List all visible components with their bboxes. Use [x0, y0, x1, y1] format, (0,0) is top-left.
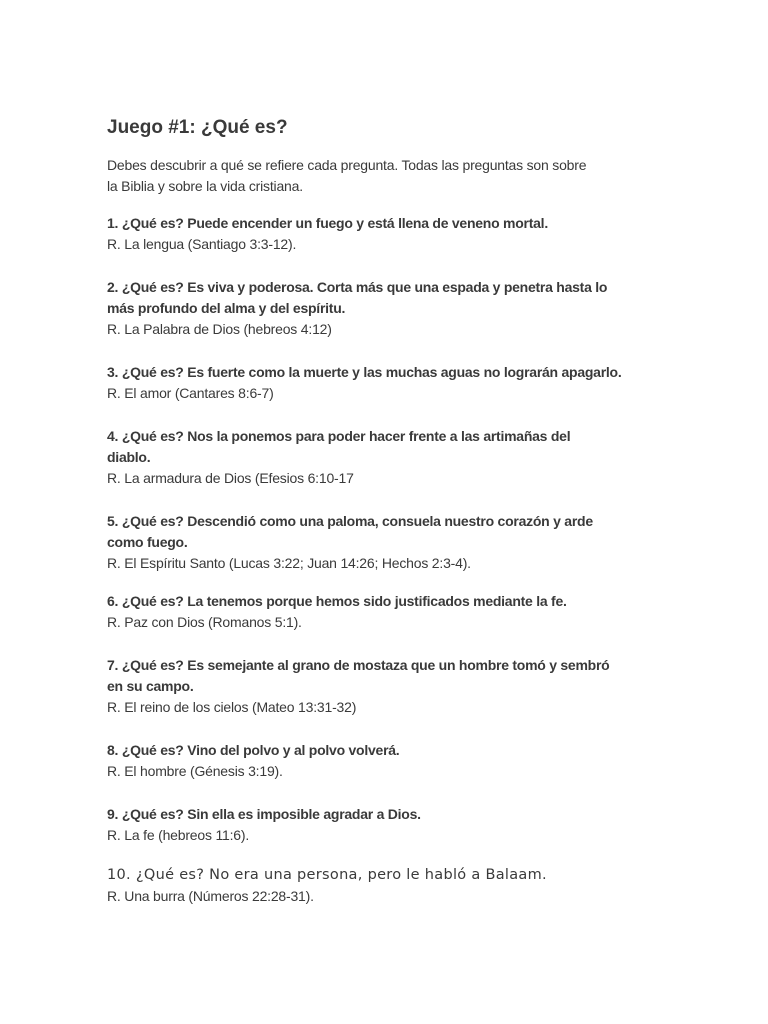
intro-line: Debes descubrir a qué se refiere cada pregunta. Todas las preguntas son sobre: [107, 157, 587, 173]
question-item-7: [107, 655, 687, 718]
question-line: 6. ¿Qué es? La tenemos porque hemos sido justificados mediante la fe.: [107, 593, 567, 609]
answer-line: R. El hombre (Génesis 3:19).: [107, 763, 283, 779]
question-line: 8. ¿Qué es? Vino del polvo y al polvo volverá.: [107, 742, 400, 758]
question-item-4: [107, 426, 687, 489]
question-item-9: [107, 804, 687, 846]
question-item-8: [107, 740, 687, 782]
page-title: Juego #1: ¿Qué es?: [107, 117, 288, 138]
answer-line: R. La armadura de Dios (Efesios 6:10-17: [107, 470, 354, 486]
question-line: 10. ¿Qué es? No era una persona, pero le habló a Balaam.: [107, 867, 547, 883]
answer-line: R. La Palabra de Dios (hebreos 4:12): [107, 321, 332, 337]
question-line: 1. ¿Qué es? Puede encender un fuego y está llena de veneno mortal.: [107, 215, 548, 231]
question-item-6: [107, 591, 687, 633]
answer-line: R. La lengua (Santiago 3:3-12).: [107, 236, 297, 252]
question-line: 7. ¿Qué es? Es semejante al grano de mostaza que un hombre tomó y sembró: [107, 657, 610, 673]
question-line: 3. ¿Qué es? Es fuerte como la muerte y las muchas aguas no lograrán apagarlo.: [107, 364, 622, 380]
document-page: [107, 115, 687, 907]
question-line: 9. ¿Qué es? Sin ella es imposible agradar a Dios.: [107, 806, 421, 822]
intro-paragraph: [107, 155, 687, 197]
question-item-5: [107, 511, 687, 574]
answer-line: R. El amor (Cantares 8:6-7): [107, 385, 274, 401]
answer-line: R. Paz con Dios (Romanos 5:1).: [107, 614, 302, 630]
answer-line: R. Una burra (Números 22:28-31).: [107, 888, 314, 904]
intro-line: la Biblia y sobre la vida cristiana.: [107, 178, 303, 194]
question-line: diablo.: [107, 449, 151, 465]
question-line: más profundo del alma y del espíritu.: [107, 300, 346, 316]
question-line: 2. ¿Qué es? Es viva y poderosa. Corta más que una espada y penetra hasta lo: [107, 279, 608, 295]
question-line: 4. ¿Qué es? Nos la ponemos para poder hacer frente a las artimañas del: [107, 428, 571, 444]
question-line: 5. ¿Qué es? Descendió como una paloma, consuela nuestro corazón y arde: [107, 513, 593, 529]
question-line: en su campo.: [107, 678, 194, 694]
question-line: como fuego.: [107, 534, 188, 550]
answer-line: R. El reino de los cielos (Mateo 13:31-32): [107, 699, 357, 715]
question-item-2: [107, 277, 687, 340]
answer-line: R. El Espíritu Santo (Lucas 3:22; Juan 14:26; Hechos 2:3-4).: [107, 555, 471, 571]
question-item-10: [107, 865, 687, 907]
answer-line: R. La fe (hebreos 11:6).: [107, 827, 250, 843]
question-item-3: [107, 362, 687, 404]
question-item-1: [107, 213, 687, 255]
